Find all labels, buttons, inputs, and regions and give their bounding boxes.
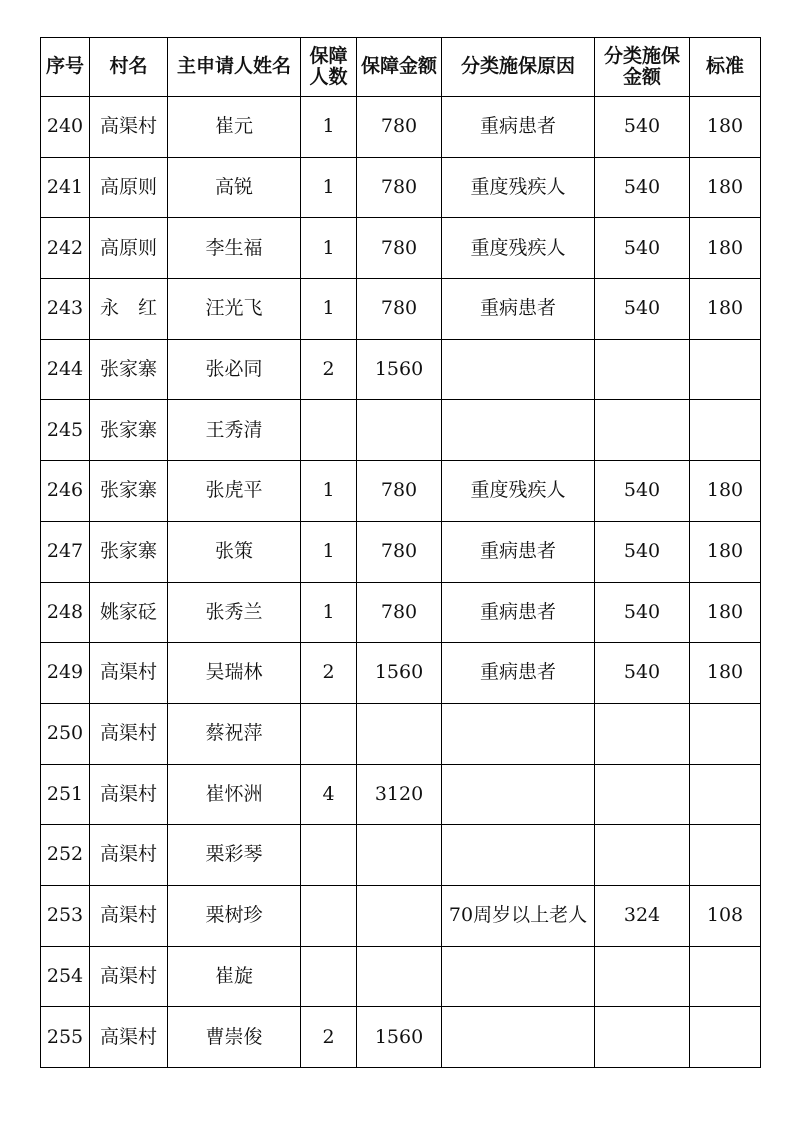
cell-applicant: 高锐	[168, 157, 301, 218]
cell-applicant: 张策	[168, 521, 301, 582]
cell-category-reason	[442, 1007, 595, 1068]
cell-amount: 1560	[357, 1007, 442, 1068]
cell-people-count	[301, 946, 357, 1007]
cell-index: 246	[41, 461, 90, 522]
cell-village: 张家寨	[90, 461, 168, 522]
cell-standard	[690, 703, 761, 764]
cell-category-amount: 324	[595, 885, 690, 946]
table-row	[41, 339, 761, 400]
cell-amount: 780	[357, 157, 442, 218]
cell-amount: 3120	[357, 764, 442, 825]
cell-people-count	[301, 825, 357, 886]
cell-village: 高渠村	[90, 764, 168, 825]
cell-category-reason	[442, 339, 595, 400]
header-people-count: 保障人数	[301, 38, 357, 97]
cell-index: 255	[41, 1007, 90, 1068]
cell-applicant: 汪光飞	[168, 279, 301, 340]
cell-index: 254	[41, 946, 90, 1007]
cell-people-count: 1	[301, 521, 357, 582]
header-amount: 保障金额	[357, 38, 442, 97]
cell-category-reason: 重病患者	[442, 582, 595, 643]
cell-index: 245	[41, 400, 90, 461]
cell-amount: 780	[357, 461, 442, 522]
header-applicant: 主申请人姓名	[168, 38, 301, 97]
cell-village: 高原则	[90, 157, 168, 218]
cell-standard	[690, 825, 761, 886]
cell-category-amount	[595, 400, 690, 461]
cell-standard: 180	[690, 218, 761, 279]
cell-category-reason: 重病患者	[442, 279, 595, 340]
cell-people-count: 2	[301, 1007, 357, 1068]
header-index: 序号	[41, 38, 90, 97]
cell-category-reason: 重度残疾人	[442, 157, 595, 218]
cell-amount	[357, 885, 442, 946]
cell-village: 张家寨	[90, 339, 168, 400]
cell-village: 姚家砭	[90, 582, 168, 643]
cell-standard: 180	[690, 157, 761, 218]
table-row	[41, 400, 761, 461]
cell-village: 高渠村	[90, 885, 168, 946]
cell-standard	[690, 1007, 761, 1068]
cell-people-count	[301, 703, 357, 764]
cell-category-amount: 540	[595, 279, 690, 340]
table-row	[41, 764, 761, 825]
cell-amount: 780	[357, 279, 442, 340]
cell-standard: 180	[690, 643, 761, 704]
cell-applicant: 吴瑞林	[168, 643, 301, 704]
cell-village: 高渠村	[90, 946, 168, 1007]
cell-applicant: 崔元	[168, 97, 301, 158]
cell-index: 249	[41, 643, 90, 704]
cell-amount: 1560	[357, 643, 442, 704]
cell-amount	[357, 946, 442, 1007]
cell-standard: 180	[690, 461, 761, 522]
cell-index: 251	[41, 764, 90, 825]
cell-applicant: 张虎平	[168, 461, 301, 522]
cell-applicant: 王秀清	[168, 400, 301, 461]
table-row	[41, 279, 761, 340]
cell-people-count: 1	[301, 157, 357, 218]
cell-people-count: 1	[301, 461, 357, 522]
cell-index: 242	[41, 218, 90, 279]
header-category-amount: 分类施保金额	[595, 38, 690, 97]
cell-index: 244	[41, 339, 90, 400]
cell-village: 高渠村	[90, 97, 168, 158]
cell-village: 高渠村	[90, 1007, 168, 1068]
cell-category-reason	[442, 946, 595, 1007]
cell-category-reason: 70周岁以上老人	[442, 885, 595, 946]
cell-standard	[690, 339, 761, 400]
cell-category-reason	[442, 825, 595, 886]
cell-category-reason: 重度残疾人	[442, 218, 595, 279]
header-village: 村名	[90, 38, 168, 97]
cell-village: 高渠村	[90, 643, 168, 704]
cell-applicant: 张秀兰	[168, 582, 301, 643]
cell-category-amount	[595, 1007, 690, 1068]
cell-standard	[690, 764, 761, 825]
cell-category-reason	[442, 703, 595, 764]
cell-amount: 780	[357, 521, 442, 582]
table-row	[41, 521, 761, 582]
cell-category-reason: 重度残疾人	[442, 461, 595, 522]
cell-applicant: 栗彩琴	[168, 825, 301, 886]
table-row	[41, 946, 761, 1007]
cell-village: 高渠村	[90, 703, 168, 764]
cell-applicant: 崔怀洲	[168, 764, 301, 825]
cell-standard: 180	[690, 582, 761, 643]
cell-category-amount: 540	[595, 521, 690, 582]
table-row	[41, 218, 761, 279]
table-row	[41, 461, 761, 522]
cell-category-reason: 重病患者	[442, 643, 595, 704]
cell-amount: 780	[357, 97, 442, 158]
table-row	[41, 157, 761, 218]
cell-standard: 180	[690, 279, 761, 340]
cell-people-count: 1	[301, 218, 357, 279]
cell-people-count: 4	[301, 764, 357, 825]
cell-village: 张家寨	[90, 400, 168, 461]
cell-people-count: 1	[301, 279, 357, 340]
table-row	[41, 1007, 761, 1068]
table-row	[41, 97, 761, 158]
cell-category-reason: 重病患者	[442, 521, 595, 582]
cell-category-amount	[595, 946, 690, 1007]
cell-village: 高原则	[90, 218, 168, 279]
cell-applicant: 蔡祝萍	[168, 703, 301, 764]
cell-category-reason: 重病患者	[442, 97, 595, 158]
cell-category-amount	[595, 339, 690, 400]
cell-index: 240	[41, 97, 90, 158]
cell-people-count: 1	[301, 97, 357, 158]
assistance-table	[40, 37, 761, 1068]
cell-people-count	[301, 400, 357, 461]
cell-village: 张家寨	[90, 521, 168, 582]
cell-standard	[690, 400, 761, 461]
table-row	[41, 643, 761, 704]
cell-applicant: 栗树珍	[168, 885, 301, 946]
cell-amount: 780	[357, 582, 442, 643]
cell-standard: 180	[690, 521, 761, 582]
table-row	[41, 885, 761, 946]
cell-index: 253	[41, 885, 90, 946]
cell-index: 250	[41, 703, 90, 764]
cell-category-amount: 540	[595, 97, 690, 158]
cell-village: 永 红	[90, 279, 168, 340]
cell-people-count: 2	[301, 643, 357, 704]
cell-category-amount: 540	[595, 157, 690, 218]
cell-applicant: 崔旋	[168, 946, 301, 1007]
cell-amount	[357, 400, 442, 461]
cell-amount	[357, 703, 442, 764]
cell-amount	[357, 825, 442, 886]
cell-people-count	[301, 885, 357, 946]
cell-category-reason	[442, 764, 595, 825]
cell-standard: 108	[690, 885, 761, 946]
cell-category-amount	[595, 825, 690, 886]
table-row	[41, 582, 761, 643]
header-category-reason: 分类施保原因	[442, 38, 595, 97]
cell-standard	[690, 946, 761, 1007]
cell-category-amount: 540	[595, 643, 690, 704]
cell-category-amount	[595, 764, 690, 825]
cell-index: 247	[41, 521, 90, 582]
cell-applicant: 李生福	[168, 218, 301, 279]
cell-index: 248	[41, 582, 90, 643]
cell-people-count: 1	[301, 582, 357, 643]
cell-standard: 180	[690, 97, 761, 158]
cell-village: 高渠村	[90, 825, 168, 886]
header-standard: 标准	[690, 38, 761, 97]
table-row	[41, 703, 761, 764]
cell-index: 243	[41, 279, 90, 340]
cell-amount: 1560	[357, 339, 442, 400]
cell-category-reason	[442, 400, 595, 461]
table-header-row	[41, 38, 761, 97]
cell-category-amount	[595, 703, 690, 764]
cell-amount: 780	[357, 218, 442, 279]
cell-category-amount: 540	[595, 461, 690, 522]
cell-applicant: 曹崇俊	[168, 1007, 301, 1068]
cell-index: 252	[41, 825, 90, 886]
cell-applicant: 张必同	[168, 339, 301, 400]
cell-people-count: 2	[301, 339, 357, 400]
cell-category-amount: 540	[595, 218, 690, 279]
cell-category-amount: 540	[595, 582, 690, 643]
cell-index: 241	[41, 157, 90, 218]
table-row	[41, 825, 761, 886]
